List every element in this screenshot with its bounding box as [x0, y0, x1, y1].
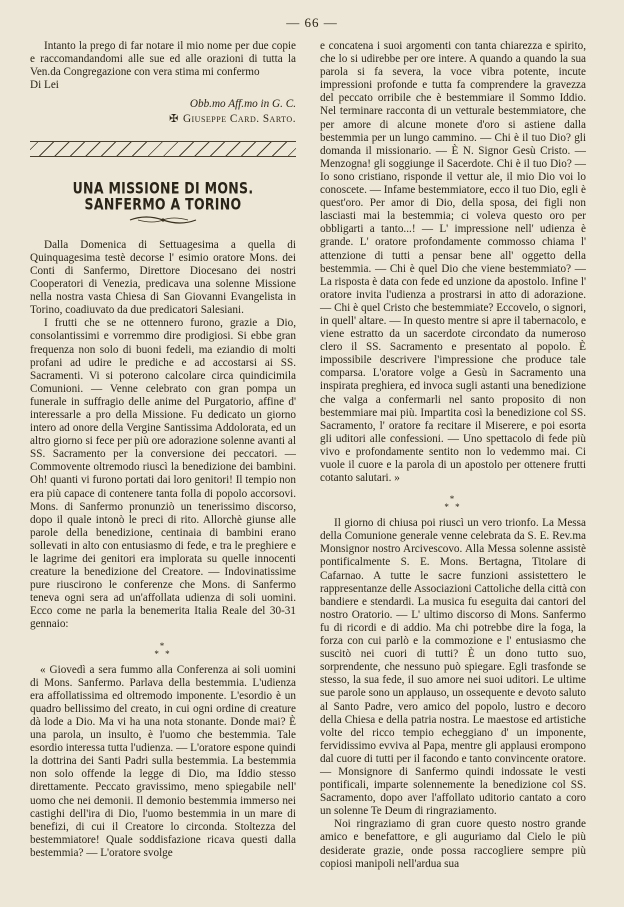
quote-paragraph: « Giovedì a sera fummo alla Conferenza ai soli uomini di Mons. Sanfermo. Parlava della bestemmia. L'udienza era affollatissima ed oltremodo imponente. L'esordio è un quadro bellissimo del creato, in cui ogni ordine di creature dà lode a Dio. Ma vi ha una nota stonante. Donde mai? È una parola, un insulto, è l'uomo che bestemmia. Tale esordio interessa tutta l'udienza. — L'oratore espone quindi la dottrina dei Santi Padri sulla bestemmia. La bestemmia non solo offende la legge di Dio, ma Iddio stesso direttamente. Peccato gravissimo, meno spiegabile nell' uomo che nei demonii. Il demonio bestemmia immerso nei castighi dell'ira di Dio, l'uomo bestemmia in un mare di benefizi, di cui il Creatore lo circonda. Stoltezza del bestemmiatore! Quale soddisfazione ricava questi dalla bestemmia? — L'oratore svolge: [30, 663, 296, 859]
page-number: — 66 —: [286, 15, 338, 30]
flourish-ornament: [128, 215, 198, 225]
paragraph-1: Dalla Domenica di Settuagesima a quella di Quinquagesima testè decorse l' esimio oratore Mons. dei Conti di Sanfermo, Direttore Diocesano dei nostri Cooperatori di Venezia, predicava una solenne Missione nella nostra vasta Chiesa di San Giovanni Evangelista in Torino, coadiuvato da due predicatori Salesiani.: [30, 238, 296, 317]
decorative-divider: [30, 141, 296, 157]
letter-closing: Di Lei: [30, 79, 59, 92]
paragraph-4: Noi ringraziamo di gran cuore questo nostro grande amico e benefattore, e gli auguriamo dal Cielo le più desiderate grazie, onde possa raccogliere sempre più copiosi manipoli nell'ardua sua: [320, 818, 586, 870]
quote-block: [30, 664, 296, 860]
section-title: UNA MISSIONE DI MONS. SANFERMO A TORINO: [72, 178, 254, 214]
signature-title: Obb.mo Aff.mo in G. C.: [189, 98, 296, 111]
letter-intro: Intanto la prego di far notare il mio nome per due copie e raccomandandomi alle sue ed alle orazioni di tutta la Ven.da Congregazione con vera stima mi confermo: [30, 40, 296, 79]
section-stars-right: * * *: [444, 494, 462, 513]
quote-continuation: e concatena i suoi argomenti con tanta chiarezza e spirito, che lo si udirebbe per ore intere. A quando a quando la sua parola si fa severa, la voce vibra potente, incute impressioni profonde e tutta fa comprendere la gravezza del peccato orribile che è bestemmiare il Sommo Iddio. Nel terminare racconta di un vetturale bestemmiatore, che per amore di alcune monete d'oro si astiene dalla bestemmia per un lungo cammino. — Chi è il tuo Dio? gli domanda il missionario. — È N. Signor Gesù Cristo. — Menzogna! gli soggiunge il Sacerdote. Chi è il tuo Dio? — Io sono cristiano, risponde il vettur ale, il mio Dio voi lo conoscete. — Infame bestemmiatore, ecco il tuo Dio, egli è quest'oro. Per amor di Dio, della sposa, dei figli non lasciasti mai la bestemmia; ci voleva questo oro per obbligarti a tanto...! — L' impressione nell' udienza è grande. L' oratore profondamente commosso chiama l' attenzione di tutti a pensar bene all' oggetto della bestemmia. — Chi è quel Dio che viene bestemmiato? — La risposta è data con fede ed unzione da apostolo. Infine l' oratore invita l'udienza a prostrarsi in atto di adorazione. — Chi è quel Cristo che bestemmiate? Eccovelo, o signori, in quell' altare. — In questo mentre si apre il tabernacolo, e viene estratto da un sacerdote circondato da numeroso clero il SS. Sacramento e presentato al popolo. È impossibile descrivere l'impressione che produce tale comparsa. L'oratore volge a Gesù in Sacramento una inspirata preghiera, ed invoca sugli astanti una benedizione che valga a confermarli nel santo proposito di non bestemmiare mai più. Impartita così la benedizione col SS. Sacramento, l' oratore fa recitare il Miserere, e poi esorta gli uditori alle confessioni. — Uno spettacolo di fede più vivo e profondamente sentito non lo vedemmo mai. Ci vuole il cuore e la parola di un apostolo per ottenere frutti cotanto salutari. »: [320, 40, 586, 485]
left-column: [30, 40, 296, 860]
paragraph-2: I frutti che se ne ottennero furono, grazie a Dio, consolantissimi e vorremmo dire prodigiosi. Si ebbe gran frequenza non solo di buoni fedeli, ma eziandio di molti profani ad udire le prediche e ad accostarsi ai SS. Sacramenti. Vi si poterono calcolare circa quindicimila Comunioni. — Venne celebrato con gran pompa un funerale in suffragio delle anime del Purgatorio, affine d' interessarle a pro della Missione. Fu dedicato un giorno intero ad onore della Vergine Santissima Addolorata, ed un altro giorno si fece per più ore adorazione solenne avanti al SS. Sacramento per la conversione dei peccatori. — Commovente oltremodo riuscì la benedizione dei bambini. Oh! quanti vi furono portati dai loro genitori! Il tempio non era più capace di contenere tanta folla di popolo accorsovi. Mons. di Sanfermo pronunziò un tenerissimo discorso, dopo il quale intonò le preci di rito. Allorchè giunse alle parole della benedizione, centinaia di bambini erano sollevati in alto con entusiasmo di fede, e tra le preghiere e le lagrime dei genitori era implorata su quelle innocenti creature la benedizione del Creatore. — Indovinatissime pure riuscirono le conferenze che Mons. di Sanfermo teneva ogni sera ad un'affollata udienza di soli uomini. Ecco come ne parla la benemerita Italia Reale del 30-31 gennaio:: [30, 317, 296, 631]
signature-name-text: Giuseppe Card. Sarto.: [182, 113, 296, 126]
section-stars: * * *: [154, 640, 172, 659]
paragraph-3: Il giorno di chiusa poi riuscì un vero trionfo. La Messa della Comunione generale venne celebrata da S. E. Rev.ma Monsignor nostro Arcivescovo. Alla Messa solenne assistè pontificalmente S. E. Mons. Bertagna, Titolare di Cafarnao. A tutte le sacre funzioni assistettero le rappresentanze delle Associazioni Cattoliche della città con bandiere e stendardi. La musica fu eseguita dai cantori del nostro Oratorio. — L' ultimo discorso di Mons. Sanfermo fu di ricordi e di addio. Ma chi potrebbe dire la foga, la forza con cui parlò e la commozione e l' entusiasmo che suscitò nei cuori di tutti? È un dono tutto suo, sorprendente, che nessuno può spiegare. Egli trasfonde se stesso, la sua fede, il suo amore nei suoi uditori. Le ultime sue parole sono un applauso, un ossequente e devoto saluto al Santo Padre, vero amico del popolo, lustro e decoro della Chiesa e della patria nostra. Le maestose ed artistiche volte del ricco tempio echeggiano d' un imponente, fervidissimo evviva al Papa, mentre gli applausi erompono dal cuore di tutti per il facondo e tanto convincente oratore. — Monsignore di Sanfermo quindi indossate le vesti pontificali, imparte solennemente la benedizione col SS. Sacramento, dopo aver l'affollato uditorio cantato a coro un solenne Te Deum di ringraziamento.: [320, 517, 586, 818]
signature-name: [30, 113, 296, 126]
cross-icon: ✠: [169, 113, 179, 126]
right-column: [320, 40, 586, 871]
